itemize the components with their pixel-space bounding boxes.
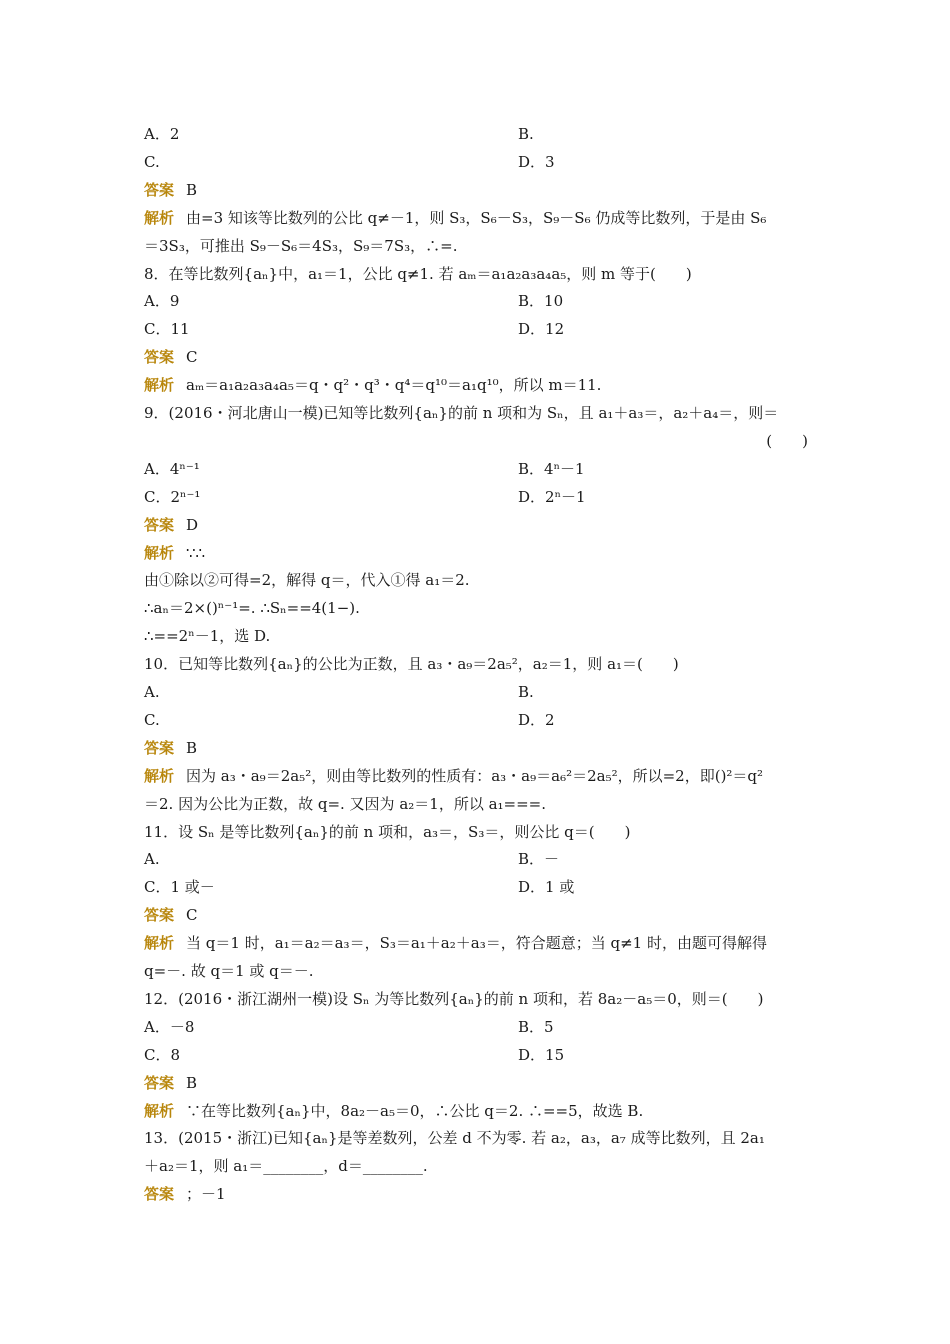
option-right: B.: [518, 125, 534, 143]
text-line: [144, 403, 808, 423]
label-content: 由=3 知该等比数列的公比 q≠－1，则 S₃，S₆－S₃，S₉－S₆ 仍成等比数列，于是由 S₆: [186, 208, 767, 227]
body-text: q=－. 故 q＝1 或 q＝－.: [144, 962, 314, 980]
option-left: C．8: [144, 1045, 181, 1064]
label-content: aₘ＝a₁a₂a₃a₄a₅＝q・q²・q³・q⁴＝q¹⁰＝a₁q¹⁰，所以 m＝11.: [186, 376, 602, 395]
answer-label: 答案: [144, 1185, 175, 1204]
text-line: [144, 319, 808, 339]
text-line: [144, 208, 808, 228]
body-text: 13．(2015・浙江)已知{aₙ}是等差数列，公差 d 不为零. 若 a₂，a₃，a₇ 成等比数列，且 2a₁: [144, 1129, 765, 1148]
option-right: B．10: [518, 292, 564, 311]
text-line: [144, 961, 808, 981]
text-line: [144, 1073, 808, 1093]
label-content: 当 q＝1 时，a₁＝a₂＝a₃＝，S₃＝a₁＋a₂＋a₃＝，符合题意；当 q≠1 时，由题可得解得: [186, 934, 767, 953]
label-content: B: [186, 180, 198, 199]
option-left: A.: [144, 850, 160, 869]
label-content: B: [186, 738, 198, 757]
option-left: C．2ⁿ⁻¹: [144, 487, 201, 506]
analysis-label: 解析: [144, 934, 175, 953]
text-line: [144, 626, 808, 646]
body-text: 8．在等比数列{aₙ}中，a₁＝1，公比 q≠1. 若 aₘ＝a₁a₂a₃a₄a₅，则 m 等于( ): [144, 264, 692, 283]
answer-label: 答案: [144, 738, 175, 757]
text-line: [144, 291, 808, 311]
body-text: ∴==2ⁿ－1，选 D.: [144, 627, 271, 646]
text-line: [144, 905, 808, 925]
text-line: [144, 766, 808, 786]
text-line: [144, 515, 808, 535]
text-line: [144, 598, 808, 618]
text-line: [144, 822, 808, 842]
option-right: B.: [518, 683, 534, 701]
analysis-label: 解析: [144, 1101, 175, 1120]
body-text: ＋a₂＝1，则 a₁＝________，d＝________.: [144, 1157, 428, 1176]
text-line: [144, 459, 808, 479]
option-left: A.: [144, 683, 160, 701]
option-left: C．1 或－: [144, 878, 215, 897]
analysis-label: 解析: [144, 376, 175, 395]
option-left: A．－8: [144, 1017, 195, 1036]
option-left: A．4ⁿ⁻¹: [144, 459, 200, 478]
body-text: 9．(2016・河北唐山一模)已知等比数列{aₙ}的前 n 项和为 Sₙ，且 a₁＋a₃＝，a₂＋a₄＝，则＝: [144, 404, 779, 422]
text-line: [144, 1017, 808, 1037]
label-content: ∵∴: [186, 543, 206, 562]
text-line: [144, 347, 808, 367]
body-text: 12．(2016・浙江湖州一模)设 Sₙ 为等比数列{aₙ}的前 n 项和，若 8a₂－a₅＝0，则＝( ): [144, 989, 764, 1008]
option-left: C.: [144, 710, 160, 729]
text-line: [144, 375, 808, 395]
text-line: [144, 264, 808, 284]
text-line: [144, 570, 808, 590]
body-text: 由①除以②可得=2，解得 q＝，代入①得 a₁＝2.: [144, 571, 470, 590]
option-right: D．12: [518, 320, 565, 339]
text-line: [144, 1184, 808, 1204]
text-line: [144, 877, 808, 897]
answer-label: 答案: [144, 348, 175, 367]
option-right: D．1 或: [518, 878, 575, 897]
text-line: [144, 794, 808, 814]
text-line: [144, 543, 808, 563]
label-content: 因为 a₃・a₉＝2a₅²，则由等比数列的性质有：a₃・a₉＝a₆²＝2a₅²，所以=2，即()²＝q²: [186, 766, 764, 785]
text-line: [144, 1045, 808, 1065]
option-right: D．2ⁿ－1: [518, 487, 586, 506]
text-line: [144, 933, 808, 953]
option-right: B．5: [518, 1017, 554, 1036]
body-text: 10．已知等比数列{aₙ}的公比为正数，且 a₃・a₉＝2a₅²，a₂＝1，则 a₁＝( ): [144, 655, 679, 674]
text-line: [144, 710, 808, 730]
body-text: ∴aₙ＝2×()ⁿ⁻¹=. ∴Sₙ==4(1−).: [144, 599, 360, 618]
text-line: [144, 1156, 808, 1176]
label-content: C: [186, 906, 198, 925]
answer-label: 答案: [144, 180, 175, 199]
body-text: ＝3S₃，可推出 S₉－S₆＝4S₃，S₉＝7S₃，∴=.: [144, 236, 458, 255]
option-left: A．9: [144, 292, 180, 311]
label-content: ；－1: [186, 1185, 226, 1204]
option-right: B．4ⁿ－1: [518, 459, 585, 478]
body-text: ＝2. 因为公比为正数，故 q=. 又因为 a₂＝1，所以 a₁===.: [144, 794, 547, 813]
text-line: [144, 180, 808, 200]
text-line: [144, 152, 808, 172]
label-content: B: [186, 1073, 198, 1092]
text-line: [144, 124, 808, 144]
option-right: D．3: [518, 152, 555, 171]
text-line: [144, 1101, 808, 1121]
text-line: [144, 487, 808, 507]
label-content: D: [186, 515, 199, 534]
text-line: [144, 849, 808, 869]
analysis-label: 解析: [144, 208, 175, 227]
answer-label: 答案: [144, 1073, 175, 1092]
text-line: [144, 989, 808, 1009]
option-right: D．2: [518, 710, 555, 729]
text-line: [144, 738, 808, 758]
answer-label: 答案: [144, 906, 175, 925]
analysis-label: 解析: [144, 766, 175, 785]
analysis-label: 解析: [144, 543, 175, 562]
option-right: D．15: [518, 1045, 565, 1064]
text-line: [144, 654, 808, 674]
text-line: [144, 236, 808, 256]
body-text: 11．设 Sₙ 是等比数列{aₙ}的前 n 项和，a₃＝，S₃＝，则公比 q＝( ): [144, 822, 631, 841]
answer-paren: ( ): [766, 431, 808, 450]
option-left: C.: [144, 152, 160, 171]
label-content: C: [186, 348, 198, 367]
label-content: ∵在等比数列{aₙ}中，8a₂－a₅＝0，∴公比 q＝2. ∴==5，故选 B.: [186, 1101, 644, 1120]
text-line: [144, 682, 808, 702]
option-left: A．2: [144, 125, 180, 143]
answer-label: 答案: [144, 515, 175, 534]
option-right: B．－: [518, 850, 560, 869]
text-line: [144, 1128, 808, 1148]
option-left: C．11: [144, 320, 190, 339]
